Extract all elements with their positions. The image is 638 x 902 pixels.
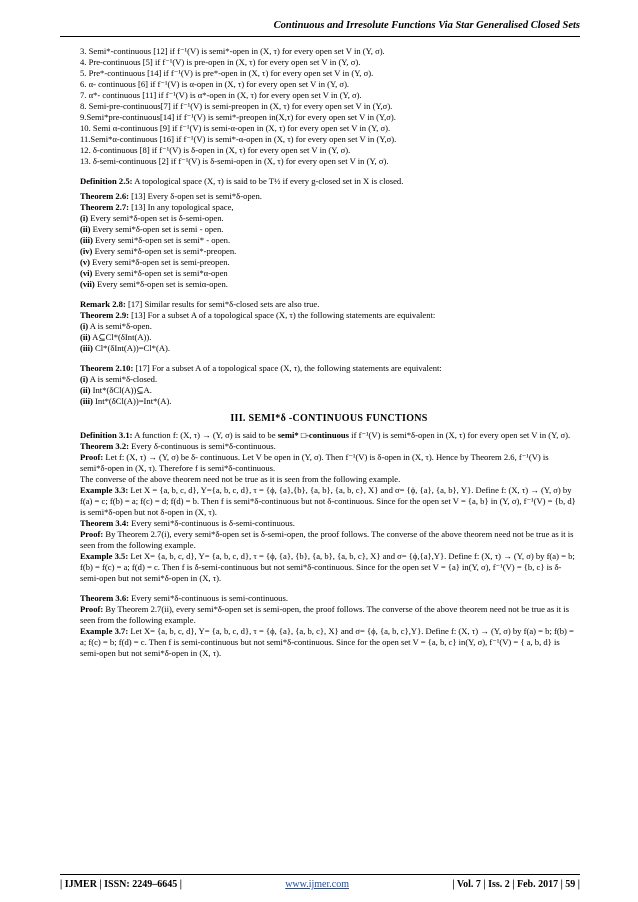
list-item: 8. Semi-pre-continuous[7] if f⁻¹(V) is semi-preopen in (X, τ) for every open set V in (Y,σ).: [80, 101, 393, 111]
list-item: 12. δ-continuous [8] if f⁻¹(V) is δ-open in (X, τ) for every open set V in (Y, σ).: [80, 145, 351, 155]
theorem-text: Every semi*δ-continuous is semi-continuous.: [129, 592, 288, 603]
theorem-item: (ii) Every semi*δ-open set is semi - open.: [80, 224, 224, 234]
header-rule: [60, 36, 580, 37]
journal-website-link[interactable]: www.ijmer.com: [285, 879, 349, 890]
theorem-3-4: [80, 518, 578, 529]
list-item: 13. δ-semi-continuous [2] if f⁻¹(V) is δ-semi-open in (X, τ) for every open set V in (Y, σ).: [80, 156, 389, 166]
theorem-text: [17] For a subset A of a topological space (X, τ), the following statements are equivalent:: [133, 363, 442, 373]
proof-label: Proof:: [80, 528, 104, 539]
theorem-text: [13] For a subset A of a topological space (X, τ) the following statements are equivalent:: [129, 310, 436, 320]
page-body: [80, 46, 578, 659]
list-item: 7. α*- continuous [11] if f⁻¹(V) is α*-open in (X, τ) for every open set V in (Y, σ).: [80, 90, 362, 100]
proof-3-4: [80, 529, 578, 551]
theorem-item: (iii) Int*(δCl(A))=Int*(A).: [80, 396, 172, 406]
theorem-label: Theorem 3.2:: [80, 440, 130, 451]
theorem-label: Theorem 2.10:: [80, 363, 134, 373]
defined-term: semi* □-continuous: [277, 429, 350, 440]
example-text: Let X= {a, b, c, d}, Y= {a, b, c, d}, τ = {ϕ, {a}, {a, b, c}, X} and σ= {ϕ, {a, b, c},Y}. Define f: (X, τ) → (Y, σ) by f(a) = b; f(b) = a; f(c) = b; f(d) = c. Then f is semi-continuous but not semi*δ-continuous. Since for the open set V = {a, b, c} in(Y, σ), f⁻¹(V) = { a, b, d} is semi-open but not semi*δ-open in (X, τ).: [80, 625, 574, 658]
definition-2-5: [80, 176, 578, 187]
theorem-item: (i) Every semi*δ-open set is δ-semi-open.: [80, 213, 224, 223]
converse-note: The converse of the above theorem need not be true as it is seen from the following example.: [80, 473, 401, 484]
theorem-text: Every δ-continuous is semi*δ-continuous.: [129, 440, 276, 451]
theorem-item: (vii) Every semi*δ-open set is semiα-open.: [80, 279, 228, 289]
theorem-2-10: [80, 363, 578, 374]
proof-text: Let f: (X, τ) → (Y, σ) be δ- continuous. Let V be open in (Y, σ). Then f⁻¹(V) is δ-open in (X, τ). Hence by Theorem 2.6, f⁻¹(V) is semi*δ-open in (X, τ). Therefore f is semi*δ-continuous.: [80, 451, 549, 473]
journal-info: | IJMER | ISSN: 2249–6645 |: [60, 879, 182, 890]
theorem-text: [13] In any topological space,: [129, 202, 234, 212]
list-item: 6. α- continuous [6] if f⁻¹(V) is α-open in (X, τ) for every open set V in (Y, σ).: [80, 79, 350, 89]
example-label: Example 3.3:: [80, 484, 129, 495]
theorem-2-6: [80, 191, 578, 202]
theorem-2-9: [80, 310, 578, 321]
theorem-label: Theorem 3.4:: [80, 517, 130, 528]
theorem-item: (vi) Every semi*δ-open set is semi*α-open: [80, 268, 228, 278]
remark-text: [17] Similar results for semi*δ-closed sets are also true.: [125, 299, 320, 309]
theorem-3-6: [80, 593, 578, 604]
list-item: 11.Semi*α-continuous [16] if f⁻¹(V) is semi*-α-open in (X, τ) for every open set V in (Y,σ).: [80, 134, 397, 144]
example-3-3: [80, 485, 578, 518]
example-text: Let X = {a, b, c, d}, Y={a, b, c, d}, τ = {ϕ, {a},{b}, {a, b}, {a, b, c}, X} and σ= {ϕ, {a}, {a, b}, Y}. Define f: (X, τ) → (Y, σ) by f(a) = c; f(b) = a; f(c) = d; f(d) = b. Then f is semi*δ-continuous but not δ-continuous. Since for the open set V = {a, b} in (Y, σ), f⁻¹(V) = {b, d} is semi*δ-open but not δ-open in (X, τ).: [80, 484, 576, 517]
definition-3-1: Definition 3.1: A function f: (X, τ) → (Y, σ) is said to be semi* □-continuous if f⁻¹(V) is semi*δ-open in (X, τ) for every open set V in (Y, σ).: [80, 429, 571, 440]
proof-label: Proof:: [80, 451, 104, 462]
continuity-list: [80, 46, 578, 167]
list-item: 10. Semi α-continuous [9] if f⁻¹(V) is semi-α-open in (X, τ) for every open set V in (Y, σ).: [80, 123, 391, 133]
running-header: Continuous and Irresolute Functions Via Star Generalised Closed Sets: [273, 20, 580, 31]
example-label: Example 3.5:: [80, 550, 129, 561]
theorem-item: (iii) Cl*(δInt(A))=Cl*(A).: [80, 343, 171, 353]
section-heading: III. SEMI*δ -CONTINUOUS FUNCTIONS: [230, 413, 428, 424]
example-text: Let X= {a, b, c, d}, Y= {a, b, c, d}, τ = {ϕ, {a}, {b}, {a, b}, {a, b, c}, X} and σ= {ϕ,{a},Y}. Define f: (X, τ) → (Y, σ) by f(a) = b; f(b) = f(c) = a; f(d) = c. Then f is δ-semi-continuous but not semi*δ-continuous. Since for the open set V = {a} in(Y, σ), f⁻¹(V) = {b, c} is δ-semi-open but not semi*δ-open in (X, τ).: [80, 550, 575, 583]
remark-2-8: [80, 299, 578, 310]
list-item: 5. Pre*-continuous [14] if f⁻¹(V) is pre*-open in (X, τ) for every open set V in (Y, σ).: [80, 68, 374, 78]
proof-3-2: [80, 452, 578, 474]
theorem-3-2: [80, 441, 578, 452]
definition-text: A topological space (X, τ) is said to be T½ if every g-closed set in X is closed.: [132, 176, 404, 186]
list-item: 4. Pre-continuous [5] if f⁻¹(V) is pre-open in (X, τ) for every open set V in (Y, σ).: [80, 57, 361, 67]
proof-text: By Theorem 2.7(ii), every semi*δ-open set is semi-open, the proof follows. The converse of the above theorem need not be true as it is seen from the following example.: [80, 603, 569, 625]
theorem-item: (ii) A⊆Cl*(δInt(A)).: [80, 332, 152, 342]
footer-rule: [60, 874, 580, 875]
list-item: 3. Semi*-continuous [12] if f⁻¹(V) is semi*-open in (X, τ) for every open set V in (Y, σ).: [80, 46, 385, 56]
theorem-label: Theorem 3.6:: [80, 592, 130, 603]
example-3-5: [80, 551, 578, 584]
proof-text: By Theorem 2.7(i), every semi*δ-open set is δ-semi-open, the proof follows. The converse of the above theorem need not be true as it is seen from the following example.: [80, 528, 574, 550]
definition-label: Definition 3.1:: [80, 429, 133, 440]
example-label: Example 3.7:: [80, 625, 129, 636]
proof-label: Proof:: [80, 603, 104, 614]
theorem-item: (v) Every semi*δ-open set is semi-preopen.: [80, 257, 230, 267]
example-3-7: [80, 626, 578, 659]
list-item: 9.Semi*pre-continuous[14] if f⁻¹(V) is semi*-preopen in(X,τ) for every open set V in (Y,σ).: [80, 112, 396, 122]
theorem-item: (iv) Every semi*δ-open set is semi*-preopen.: [80, 246, 237, 256]
page-footer: [60, 879, 580, 890]
theorem-item: (iii) Every semi*δ-open set is semi* - open.: [80, 235, 231, 245]
theorem-2-7: [80, 202, 578, 213]
theorem-label: Theorem 2.9:: [80, 310, 130, 320]
remark-label: Remark 2.8:: [80, 299, 126, 309]
theorem-item: (ii) Int*(δCl(A))⊆A.: [80, 385, 152, 395]
theorem-text: [13] Every δ-open set is semi*δ-open.: [129, 191, 262, 201]
theorem-label: Theorem 2.6:: [80, 191, 130, 201]
issue-info: | Vol. 7 | Iss. 2 | Feb. 2017 | 59 |: [452, 879, 580, 890]
theorem-item: (i) A is semi*δ-open.: [80, 321, 152, 331]
theorem-label: Theorem 2.7:: [80, 202, 130, 212]
proof-3-6: [80, 604, 578, 626]
theorem-item: (i) A is semi*δ-closed.: [80, 374, 158, 384]
definition-label: Definition 2.5:: [80, 176, 133, 186]
theorem-text: Every semi*δ-continuous is δ-semi-continuous.: [129, 517, 295, 528]
